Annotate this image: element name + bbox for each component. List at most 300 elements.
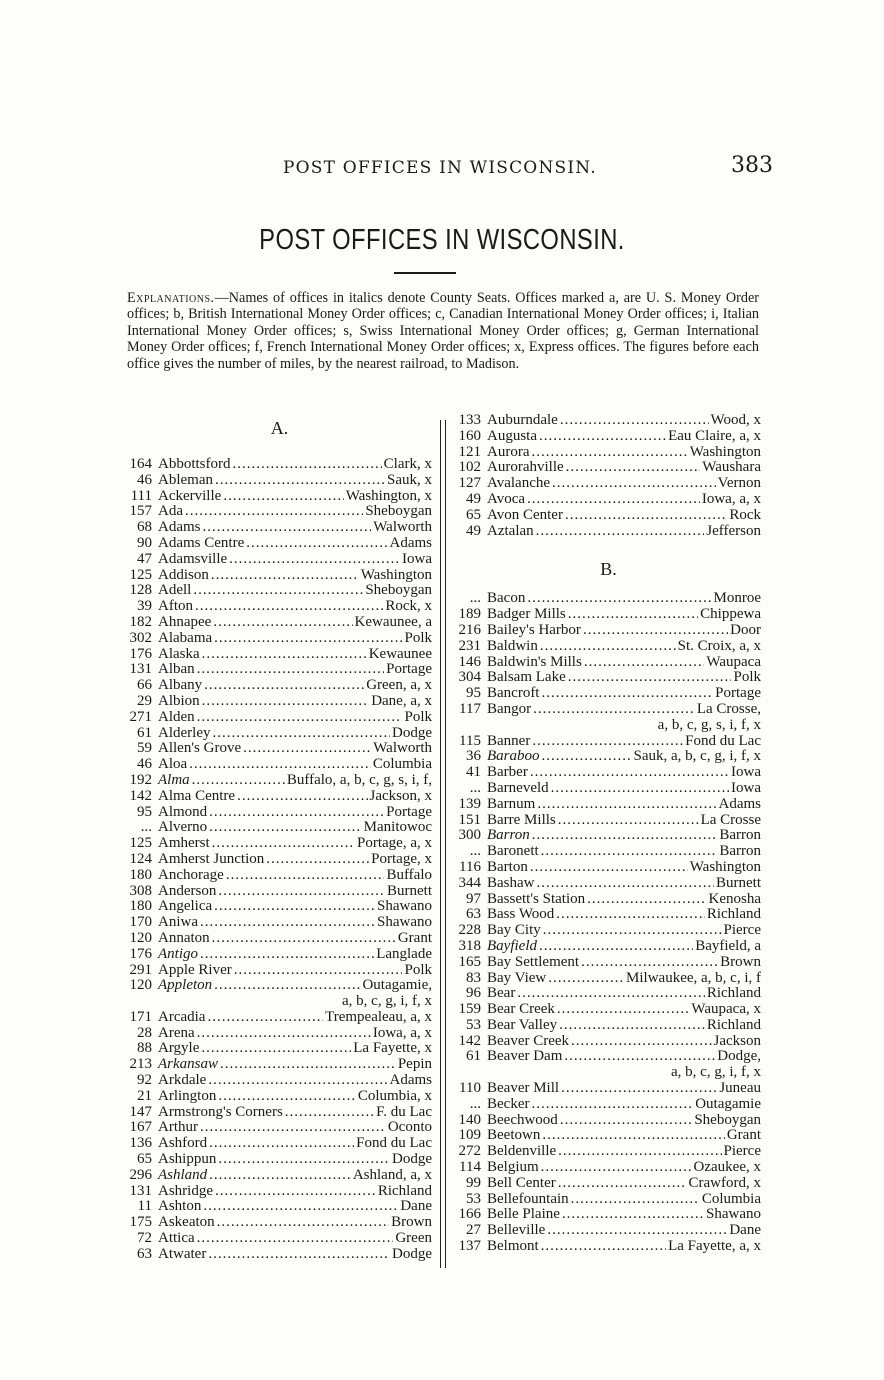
office-name: Arkansaw: [158, 1056, 218, 1073]
office-name: Atwater: [158, 1245, 207, 1262]
leader-dots: [203, 520, 372, 536]
post-office-entry: [127, 726, 432, 742]
county-and-codes: La Crosse,: [696, 700, 761, 717]
leader-dots: [197, 1231, 394, 1247]
leader-dots: [560, 1113, 693, 1129]
county-and-codes: La Crosse: [700, 811, 761, 828]
post-office-entry: [127, 1215, 432, 1231]
explanations-text: —Names of offices in italics denote County Seats. Offices marked a, are U. S. Money Order offices; b, British International Money Order offices; c, Canadian International Money Order offices; i, Italian International Money Order offices; s, Swiss International Money Order offices; g, German International Money Order offices; f, French International Money Order offices; x, Express offices. The figures before each office gives the number of miles, by the nearest railroad, to Madison.: [127, 290, 759, 372]
post-office-entry: [456, 508, 761, 524]
office-name: Bancroft: [487, 685, 540, 702]
miles-to-madison: 139: [458, 795, 481, 812]
post-office-entry: [456, 749, 761, 765]
county-and-codes: Pierce: [723, 1143, 761, 1160]
leader-dots: [197, 662, 385, 678]
office-name: Alban: [158, 661, 195, 678]
office-name: Bay View: [487, 969, 547, 986]
post-office-entry: [456, 623, 761, 639]
left-entry-list: [127, 457, 432, 1263]
leader-dots: [215, 1184, 376, 1200]
office-name: Beaver Mill: [487, 1080, 560, 1097]
post-office-entry: [127, 647, 432, 663]
office-name: Attica: [158, 1230, 195, 1247]
leader-dots: [530, 860, 688, 876]
post-office-entry: [456, 686, 761, 702]
leader-dots: [213, 615, 352, 631]
miles-to-madison: ...: [469, 779, 481, 796]
leader-dots: [233, 457, 382, 473]
office-name: Balsam Lake: [487, 669, 566, 686]
office-name: Ahnapee: [158, 613, 212, 630]
miles-to-madison: 159: [458, 1001, 481, 1018]
county-and-codes: Shawano: [377, 914, 432, 931]
county-and-codes: Jefferson: [706, 522, 761, 539]
post-office-entry: [456, 765, 761, 781]
leader-dots: [547, 1223, 727, 1239]
post-office-entry: [127, 884, 432, 900]
leader-dots: [201, 1041, 351, 1057]
leader-dots: [548, 971, 624, 987]
leader-dots: [192, 773, 285, 789]
office-name: Bangor: [487, 700, 532, 717]
office-name: Badger Mills: [487, 606, 566, 623]
county-and-codes: Buffalo, a, b, c, g, s, i, f,: [286, 771, 432, 788]
office-name: Beetown: [487, 1127, 541, 1144]
leader-dots: [587, 892, 706, 908]
leader-dots: [558, 1144, 721, 1160]
miles-to-madison: 125: [129, 566, 152, 583]
post-office-entry: [456, 876, 761, 892]
office-name: Ashland: [158, 1166, 208, 1183]
post-office-entry: [127, 599, 432, 615]
county-and-codes: Polk: [404, 708, 432, 725]
leader-dots: [583, 623, 728, 639]
miles-to-madison: 180: [129, 866, 152, 883]
county-and-codes: Wood, x: [710, 412, 761, 428]
miles-to-madison: 83: [466, 969, 481, 986]
leader-dots: [208, 1073, 387, 1089]
post-office-entry: [127, 631, 432, 647]
office-name: Belle Plaine: [487, 1206, 560, 1223]
office-name: Bass Wood: [487, 906, 555, 923]
leader-dots: [537, 797, 716, 813]
post-office-entry: [456, 1049, 761, 1065]
county-and-codes: Columbia: [372, 756, 432, 773]
post-office-entry: [456, 591, 761, 607]
post-office-entry: [456, 445, 761, 461]
miles-to-madison: 176: [129, 645, 152, 662]
county-and-codes: Adams: [718, 795, 761, 812]
office-name: Bacon: [487, 590, 526, 607]
leader-dots: [557, 1002, 690, 1018]
county-and-codes: Richland: [706, 985, 761, 1002]
leader-dots: [541, 686, 713, 702]
leader-dots: [200, 1120, 386, 1136]
leader-dots: [561, 1081, 717, 1097]
county-and-codes: Adams: [389, 534, 432, 551]
title-rule: [394, 272, 456, 274]
leader-dots: [209, 1168, 351, 1184]
miles-to-madison: 96: [466, 985, 481, 1002]
county-and-codes: Washington: [360, 566, 432, 583]
leader-dots: [204, 678, 364, 694]
miles-to-madison: 291: [129, 961, 152, 978]
county-and-codes: Barron: [719, 827, 761, 844]
county-and-codes: Richland: [706, 906, 761, 923]
office-name: Bear Valley: [487, 1016, 558, 1033]
leader-dots: [543, 923, 722, 939]
post-office-entry: [127, 473, 432, 489]
miles-to-madison: 110: [459, 1080, 481, 1097]
county-and-codes: Portage, a, x: [357, 835, 432, 852]
post-office-entry: [127, 536, 432, 552]
leader-dots: [584, 655, 705, 671]
county-and-codes: Barron: [719, 843, 761, 860]
county-and-codes: Iowa: [402, 550, 432, 567]
leader-dots: [285, 1105, 374, 1121]
miles-to-madison: ...: [469, 843, 481, 860]
post-office-entry: [456, 460, 761, 476]
miles-to-madison: 120: [129, 929, 152, 946]
post-office-entry: [456, 797, 761, 813]
leader-dots: [556, 907, 705, 923]
county-and-codes: Waupaca: [706, 653, 761, 670]
post-office-entry: [456, 734, 761, 750]
miles-to-madison: 97: [466, 890, 481, 907]
post-office-entry: [127, 710, 432, 726]
post-office-entry: [456, 860, 761, 876]
leader-dots: [533, 702, 695, 718]
miles-to-madison: 88: [137, 1040, 152, 1057]
leader-dots: [237, 789, 367, 805]
county-and-codes: Door: [730, 621, 761, 638]
miles-to-madison: 151: [458, 811, 481, 828]
county-and-codes: Fond du Lac: [356, 1135, 432, 1152]
post-office-entry: [127, 520, 432, 536]
county-and-codes: Waupaca, x: [691, 1001, 761, 1018]
explanations-paragraph: [127, 290, 759, 372]
post-office-entry: [127, 1120, 432, 1136]
leader-dots: [539, 939, 693, 955]
miles-to-madison: 164: [129, 456, 152, 472]
leader-dots: [266, 852, 369, 868]
county-and-codes: La Fayette, a, x: [668, 1238, 761, 1255]
miles-to-madison: 117: [459, 700, 481, 717]
county-and-codes: Polk: [733, 669, 761, 686]
county-and-codes: Milwaukee, a, b, c, i, f: [626, 969, 761, 986]
leader-dots: [243, 741, 371, 757]
county-and-codes: Kewaunee, a: [354, 613, 432, 630]
office-name: Anchorage: [158, 866, 224, 883]
leader-dots: [565, 508, 727, 524]
leader-dots: [195, 599, 383, 615]
left-column: [127, 413, 432, 1263]
office-name: Ashridge: [158, 1182, 213, 1199]
miles-to-madison: 53: [466, 1190, 481, 1207]
county-and-codes: Clark, x: [383, 456, 432, 472]
office-name: Ashton: [158, 1198, 202, 1215]
office-name: Ashippun: [158, 1151, 217, 1168]
miles-to-madison: 49: [466, 522, 481, 539]
county-and-codes: Rock: [729, 506, 761, 523]
county-and-codes: Langlade: [376, 945, 432, 962]
miles-to-madison: 114: [459, 1159, 481, 1176]
post-office-entry: [456, 1034, 761, 1050]
office-name: Beaver Creek: [487, 1032, 570, 1049]
county-and-codes: Oconto: [387, 1119, 432, 1136]
post-office-entry: [456, 923, 761, 939]
county-and-codes: Portage: [715, 685, 761, 702]
county-and-codes: Iowa, a, x: [701, 490, 761, 507]
office-name: Beldenville: [487, 1143, 557, 1160]
county-and-codes: Rock, x: [385, 598, 432, 615]
office-name: Argyle: [158, 1040, 200, 1057]
post-office-entry: [456, 1144, 761, 1160]
post-office-entry: [456, 1113, 761, 1129]
county-and-codes: Dane, a, x: [371, 692, 432, 709]
office-name: Amherst: [158, 835, 210, 852]
leader-dots: [211, 568, 359, 584]
section-heading-a: A.: [270, 418, 289, 438]
post-office-entry: [127, 1089, 432, 1105]
office-name: Aurorahville: [487, 459, 564, 476]
leader-dots: [212, 836, 355, 852]
miles-to-madison: 213: [129, 1056, 152, 1073]
leader-dots: [536, 524, 705, 540]
leader-dots: [568, 607, 698, 623]
miles-to-madison: 131: [129, 661, 152, 678]
office-name: Ableman: [158, 471, 213, 488]
county-and-codes: Sheboygan: [694, 1111, 761, 1128]
miles-to-madison: 27: [466, 1222, 481, 1239]
leader-dots: [564, 1049, 715, 1065]
office-name: Augusta: [487, 427, 537, 444]
miles-to-madison: 160: [458, 427, 481, 444]
page-title: POST OFFICES IN WISCONSIN.: [259, 224, 625, 256]
post-office-entry: [127, 615, 432, 631]
column-divider: [440, 420, 446, 1268]
office-name: Bashaw: [487, 874, 535, 891]
entry-continuation: a, b, c, g, s, i, f, x: [657, 716, 761, 733]
post-office-entry: [127, 773, 432, 789]
office-name: Addison: [158, 566, 209, 583]
county-and-codes: Portage: [386, 661, 432, 678]
post-office-entry: [127, 741, 432, 757]
post-office-entry: [127, 963, 432, 979]
county-and-codes: F. du Lac: [376, 1103, 432, 1120]
miles-to-madison: 128: [129, 582, 152, 599]
county-and-codes: Monroe: [713, 590, 761, 607]
miles-to-madison: 167: [129, 1119, 152, 1136]
office-name: Becker: [487, 1095, 530, 1112]
office-name: Almond: [158, 803, 208, 820]
post-office-entry: [127, 1184, 432, 1200]
county-and-codes: Kenosha: [708, 890, 761, 907]
county-and-codes: Grant: [397, 929, 432, 946]
office-name: Barron: [487, 827, 530, 844]
miles-to-madison: 304: [458, 669, 481, 686]
miles-to-madison: 116: [459, 858, 481, 875]
leader-dots: [214, 899, 375, 915]
post-office-entry: [456, 939, 761, 955]
county-and-codes: Outagamie: [695, 1095, 761, 1112]
miles-to-madison: 63: [137, 1245, 152, 1262]
miles-to-madison: 137: [458, 1238, 481, 1255]
miles-to-madison: 90: [137, 534, 152, 551]
office-name: Bear Creek: [487, 1001, 555, 1018]
leader-dots: [542, 749, 632, 765]
miles-to-madison: 46: [137, 756, 152, 773]
county-and-codes: Bayfield, a: [695, 937, 761, 954]
leader-dots: [542, 1128, 725, 1144]
post-office-entry: [127, 1247, 432, 1263]
county-and-codes: Brown: [391, 1214, 432, 1231]
post-office-entry: [127, 662, 432, 678]
county-and-codes: Jackson, x: [369, 787, 432, 804]
miles-to-madison: 344: [458, 874, 481, 891]
miles-to-madison: 147: [129, 1103, 152, 1120]
miles-to-madison: 46: [137, 471, 152, 488]
office-name: Avon Center: [487, 506, 563, 523]
county-and-codes: Waushara: [702, 459, 761, 476]
county-and-codes: Adams: [389, 1072, 432, 1089]
leader-dots: [202, 694, 370, 710]
miles-to-madison: 66: [137, 677, 152, 694]
miles-to-madison: 59: [137, 740, 152, 757]
county-and-codes: Portage, x: [371, 850, 432, 867]
miles-to-madison: 65: [466, 506, 481, 523]
office-name: Bellefountain: [487, 1190, 569, 1207]
county-and-codes: Chippewa: [700, 606, 761, 623]
office-name: Antigo: [158, 945, 198, 962]
miles-to-madison: 182: [129, 613, 152, 630]
county-and-codes: Green, a, x: [366, 677, 432, 694]
post-office-entry: [456, 986, 761, 1002]
office-name: Aurora: [487, 443, 530, 460]
miles-to-madison: 68: [137, 519, 152, 536]
leader-dots: [552, 476, 716, 492]
office-name: Belgium: [487, 1159, 539, 1176]
county-and-codes: Green: [395, 1230, 432, 1247]
leader-dots: [566, 460, 701, 476]
post-office-entry: [127, 978, 432, 994]
leader-dots: [562, 1207, 704, 1223]
county-and-codes: Polk: [404, 629, 432, 646]
office-name: Adams: [158, 519, 201, 536]
post-office-entry: [456, 1018, 761, 1034]
office-name: Aloa: [158, 756, 188, 773]
leader-dots: [560, 413, 709, 429]
miles-to-madison: 72: [137, 1230, 152, 1247]
miles-to-madison: 175: [129, 1214, 152, 1231]
entry-continuation: a, b, c, g, i, f, x: [671, 1064, 761, 1081]
leader-dots: [197, 1026, 371, 1042]
county-and-codes: Manitowoc: [363, 819, 432, 836]
post-office-entry: [127, 583, 432, 599]
county-and-codes: Dodge: [392, 724, 432, 741]
leader-dots: [527, 591, 711, 607]
miles-to-madison: 131: [129, 1182, 152, 1199]
miles-to-madison: 115: [459, 732, 481, 749]
leader-dots: [212, 931, 396, 947]
miles-to-madison: 102: [458, 459, 481, 476]
post-office-entry: [127, 915, 432, 931]
county-and-codes: Polk: [404, 961, 432, 978]
office-name: Baldwin's Mills: [487, 653, 582, 670]
post-office-entry: [127, 568, 432, 584]
miles-to-madison: 95: [137, 803, 152, 820]
miles-to-madison: 47: [137, 550, 152, 567]
post-office-entry: [127, 1105, 432, 1121]
county-and-codes: Eau Claire, a, x: [668, 427, 761, 444]
post-office-entry: [456, 524, 761, 540]
miles-to-madison: 142: [129, 787, 152, 804]
county-and-codes: Columbia: [701, 1190, 761, 1207]
miles-to-madison: 189: [458, 606, 481, 623]
post-office-entry: [127, 457, 432, 473]
county-and-codes: La Fayette, x: [353, 1040, 432, 1057]
post-office-entry: [127, 852, 432, 868]
miles-to-madison: 302: [129, 629, 152, 646]
miles-to-madison: 53: [466, 1016, 481, 1033]
leader-dots: [246, 536, 387, 552]
post-office-entry: [456, 702, 761, 718]
explanations-lead: Explanations.: [127, 290, 215, 306]
post-office-entry: [127, 931, 432, 947]
leader-dots: [517, 986, 705, 1002]
post-office-entry: [127, 1168, 432, 1184]
miles-to-madison: 272: [458, 1143, 481, 1160]
miles-to-madison: ...: [469, 590, 481, 607]
post-office-entry: [127, 868, 432, 884]
leader-dots: [223, 489, 343, 505]
right-entry-list-a: [456, 413, 761, 539]
miles-to-madison: 228: [458, 922, 481, 939]
office-name: Arcadia: [158, 1008, 206, 1025]
county-and-codes: Jackson: [713, 1032, 761, 1049]
office-name: Appleton: [158, 977, 213, 994]
county-and-codes: Burnett: [716, 874, 761, 891]
office-name: Adams Centre: [158, 534, 245, 551]
office-name: Banner: [487, 732, 531, 749]
leader-dots: [541, 1160, 692, 1176]
county-and-codes: Kewaunee: [368, 645, 432, 662]
post-office-entry: [456, 828, 761, 844]
office-name: Arlington: [158, 1087, 217, 1104]
miles-to-madison: 61: [466, 1048, 481, 1065]
county-and-codes: Grant: [726, 1127, 761, 1144]
miles-to-madison: 36: [466, 748, 481, 765]
office-name: Ada: [158, 503, 183, 520]
leader-dots: [209, 820, 362, 836]
entry-continuation: a, b, c, g, i, f, x: [342, 993, 432, 1010]
county-and-codes: Washington: [689, 858, 761, 875]
office-name: Beaver Dam: [487, 1048, 563, 1065]
post-office-entry: [127, 947, 432, 963]
leader-dots: [531, 1097, 693, 1113]
leader-dots: [214, 631, 402, 647]
office-name: Alderley: [158, 724, 211, 741]
leader-dots: [541, 1239, 666, 1255]
county-and-codes: Sheboygan: [365, 503, 432, 520]
post-office-entry: [127, 1041, 432, 1057]
miles-to-madison: 166: [458, 1206, 481, 1223]
county-and-codes: Brown: [720, 953, 761, 970]
leader-dots: [532, 828, 718, 844]
miles-to-madison: 136: [129, 1135, 152, 1152]
leader-dots: [527, 492, 700, 508]
post-office-entry: [127, 1231, 432, 1247]
